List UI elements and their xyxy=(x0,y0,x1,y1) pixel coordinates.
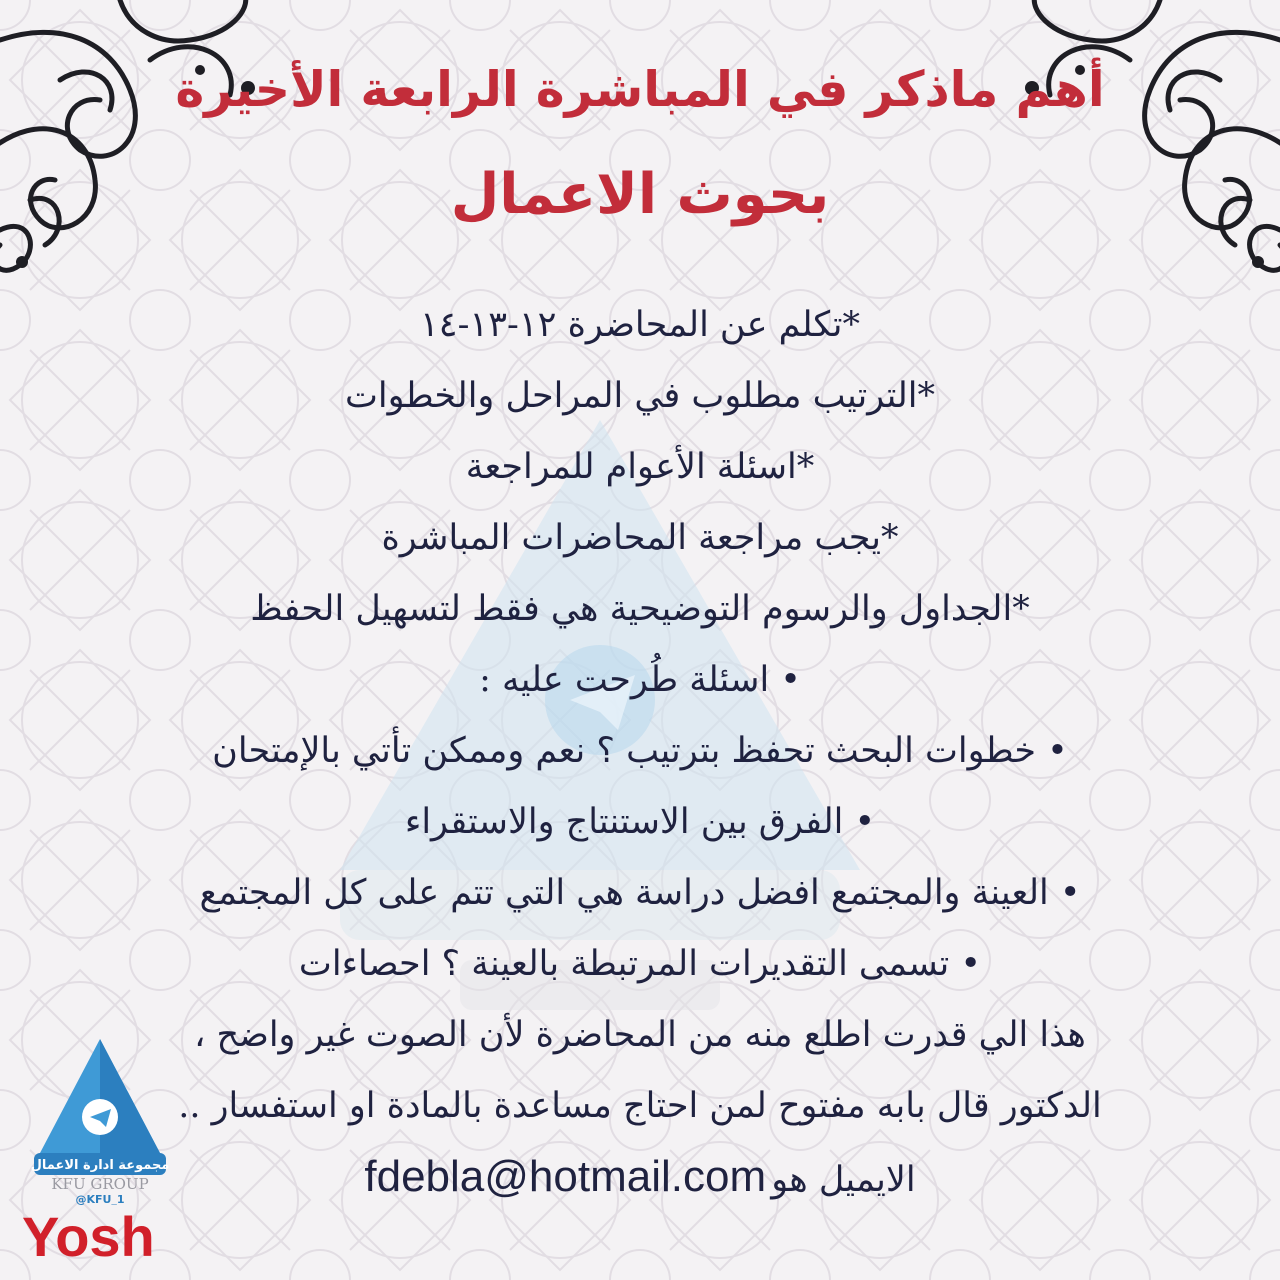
email-label: الايميل هو xyxy=(771,1160,916,1200)
note-line: *الجداول والرسوم التوضيحية هي فقط لتسهيل الحفظ xyxy=(250,589,1030,629)
note-line: *الترتيب مطلوب في المراحل والخطوات xyxy=(344,376,936,416)
page-title xyxy=(160,55,1120,125)
note-line: • الفرق بين الاستنتاج والاستقراء xyxy=(404,802,876,842)
title-line-2: بحوث الاعمال xyxy=(450,162,830,227)
email-line xyxy=(120,1142,1160,1212)
note-line: • العينة والمجتمع افضل دراسة هي التي تتم على كل المجتمع xyxy=(199,873,1081,913)
logo-name-text: KFU GROUP xyxy=(51,1175,149,1193)
corner-ornament-right xyxy=(980,0,1280,280)
logo-handle-text: @KFU_1 xyxy=(75,1193,125,1205)
note-line: *اسئلة الأعوام للمراجعة xyxy=(465,447,815,487)
page-subtitle xyxy=(160,160,1120,230)
note-line: *يجب مراجعة المحاضرات المباشرة xyxy=(381,518,899,558)
note-line: الدكتور قال بابه مفتوح لمن احتاج مساعدة بالمادة او استفسار .. xyxy=(178,1086,1102,1126)
note-line: *تكلم عن المحاضرة ١٢-١٣-١٤ xyxy=(419,305,861,345)
title-line-1: أهم ماذكر في المباشرة الرابعة الأخيرة xyxy=(175,61,1105,118)
logo-arabic-text: مجموعة ادارة الاعمال xyxy=(30,1158,170,1173)
note-line: • تسمى التقديرات المرتبطة بالعينة ؟ احصاءات xyxy=(298,944,982,984)
note-line: • خطوات البحث تحفظ بترتيب ؟ نعم وممكن تأتي بالإمتحان xyxy=(212,731,1068,771)
note-line: هذا الي قدرت اطلع منه من المحاضرة لأن الصوت غير واضح ، xyxy=(194,1015,1086,1055)
corner-ornament-left xyxy=(0,0,300,280)
kfu-group-logo xyxy=(30,1035,170,1205)
email-address[interactable]: fdebla@hotmail.com xyxy=(364,1152,767,1201)
notes-list xyxy=(120,290,1160,1212)
note-line: • اسئلة طُرحت عليه : xyxy=(479,660,801,700)
signature: Yosh xyxy=(22,1205,155,1268)
